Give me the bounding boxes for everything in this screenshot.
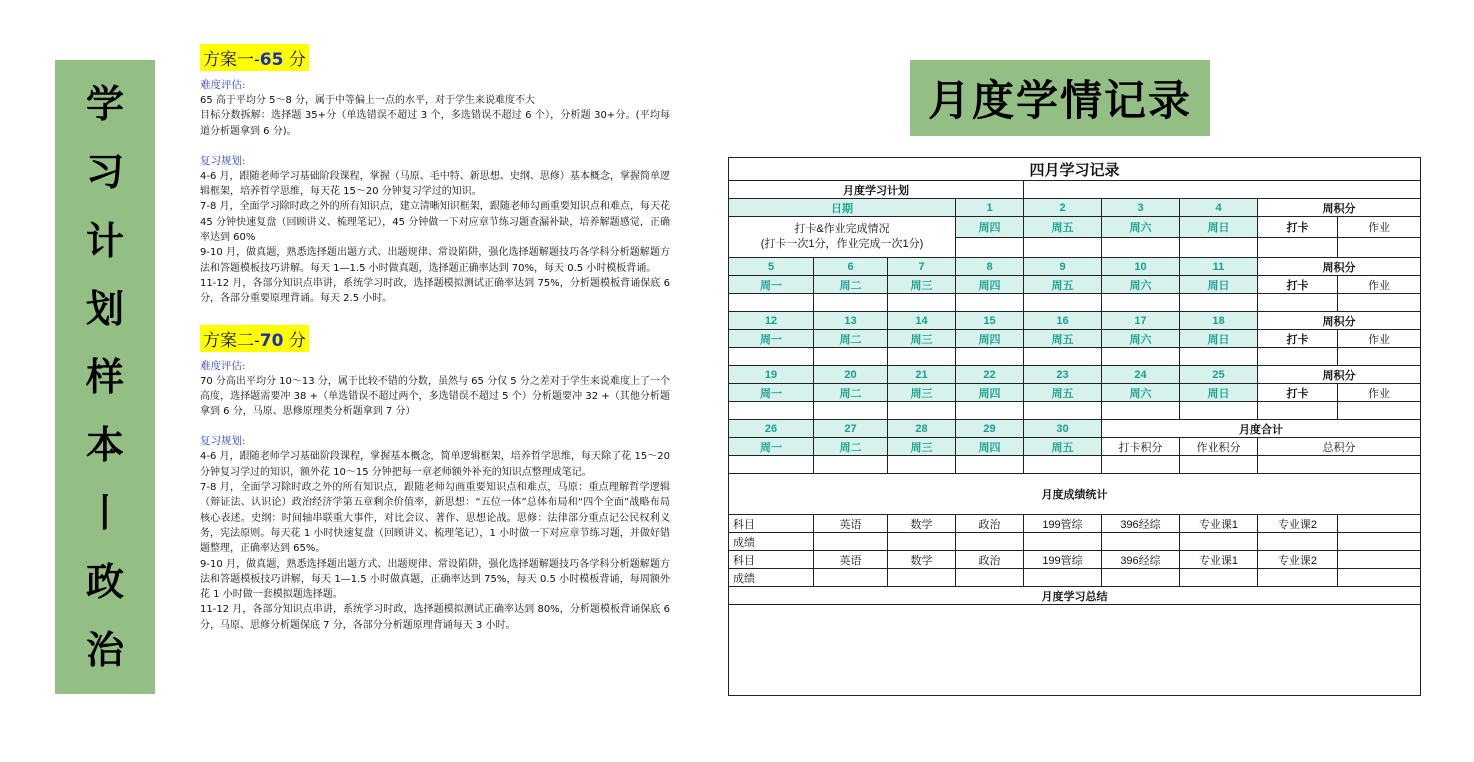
summary-title: 月度学习总结 [729,587,1421,605]
weekday-cell: 周四 [956,330,1024,348]
weekday-cell: 周一 [729,384,814,402]
checkin-header: 打卡 [1258,276,1338,294]
day-cell: 28 [888,420,956,438]
day-cell: 17 [1102,312,1180,330]
weekday-cell: 周二 [814,276,888,294]
weekday-cell: 周日 [1180,330,1258,348]
weekday-cell: 周三 [888,330,956,348]
score-cell [1180,533,1258,551]
plan2-title-unit: 分 [283,330,306,351]
weekday-cell: 周六 [1102,384,1180,402]
subject-cell: 政治 [956,551,1024,569]
weekday-cell: 周一 [729,330,814,348]
plan2-title-text: 方案二- [203,330,260,351]
table-title: 四月学习记录 [729,158,1421,181]
vertical-title-char: 学 [85,82,124,127]
blank-cell [1258,402,1338,420]
plan2-review-line: 9-10 月，做真题，熟悉选择题出题方式、出题规律、常设陷阱，强化选择题解题技巧各学科分析题解题方法和答题模板技巧讲解，每天 1—1.5 小时做真题，正确率达到 75%，每天 0.5 小时模板背诵，每周额外花 1 小时做一套模拟题选择题。 [200,558,670,601]
plan2-review-label: 复习规划: [200,435,246,448]
day-cell: 12 [729,312,814,330]
blank-cell [814,348,888,366]
weekday-cell: 周日 [1180,217,1258,238]
vertical-title-char: 本 [85,423,124,468]
vertical-title-char: 政 [85,559,124,604]
day-cell: 4 [1180,199,1258,217]
subject-cell: 396经综 [1102,551,1180,569]
day-cell: 23 [1024,366,1102,384]
blank-cell [1338,515,1421,533]
weekday-cell: 周五 [1024,276,1102,294]
homework-header: 作业 [1338,276,1421,294]
plan2-eval-label: 难度评估: [200,359,246,372]
score-cell [1102,533,1180,551]
score-cell [1024,533,1102,551]
day-cell: 9 [1024,258,1102,276]
score-cell [1024,569,1102,587]
checkin-score-label: 打卡积分 [1102,438,1180,456]
checkin-header: 打卡 [1258,330,1338,348]
day-cell: 14 [888,312,956,330]
weekday-cell: 周六 [1102,217,1180,238]
monthly-record-table [728,157,1421,696]
weekday-cell: 周四 [956,384,1024,402]
blank-cell [1338,348,1421,366]
blank-cell [1180,294,1258,312]
blank-cell [1102,348,1180,366]
day-cell: 20 [814,366,888,384]
plan-document [200,44,670,633]
subject-cell: 专业课1 [1180,515,1258,533]
homework-header: 作业 [1338,217,1421,238]
day-cell: 16 [1024,312,1102,330]
weekday-cell: 周五 [1024,217,1102,238]
score-cell [888,533,956,551]
day-cell: 21 [888,366,956,384]
blank-cell [956,294,1024,312]
checkin-label [729,217,956,258]
date-label: 日期 [729,199,956,217]
weekday-cell: 周三 [888,276,956,294]
blank-cell [1024,402,1102,420]
weekly-points-label: 周积分 [1258,366,1421,384]
day-cell: 18 [1180,312,1258,330]
blank-cell [1338,551,1421,569]
homework-score-label: 作业积分 [1180,438,1258,456]
vertical-title-char: 计 [85,218,124,263]
subject-label: 科目 [729,551,814,569]
plan1-title-score: 65 [259,50,284,70]
subject-cell: 数学 [888,515,956,533]
monthly-record-title: 月度学情记录 [910,60,1210,136]
weekday-cell: 周三 [888,384,956,402]
weekday-cell: 周五 [1024,438,1102,456]
subject-cell: 英语 [814,515,888,533]
weekly-points-label: 周积分 [1258,258,1421,276]
day-cell: 27 [814,420,888,438]
blank-cell [729,402,814,420]
blank-cell [888,402,956,420]
score-cell [814,533,888,551]
blank-cell [814,294,888,312]
plan1-review-line: 9-10 月，做真题，熟悉选择题出题方式、出题规律、常设陷阱，强化选择题解题技巧各学科分析题解题方法和答题模板技巧讲解。每天 1—1.5 小时做真题，选择题正确率达到 70%，每天 0.5 小时模板背诵。 [200,247,670,274]
blank-cell [729,294,814,312]
subject-cell: 专业课2 [1258,551,1338,569]
homework-header: 作业 [1338,384,1421,402]
subject-cell: 数学 [888,551,956,569]
score-cell [1180,569,1258,587]
plan1-title-unit: 分 [283,50,306,70]
plan2-eval-line: 70 分高出平均分 10～13 分，属于比较不错的分数，虽然与 65 分仅 5 分之差对于学生来说难度上了一个高度，选择题需要冲 38 +（单选错误不超过两个，多选错误不超过 5 个）分析题要冲 32 +（其他分析题拿到 6 分，马原、思修原理类分析题拿到 7 分） [200,375,670,418]
blank-cell [956,348,1024,366]
day-cell: 8 [956,258,1024,276]
score-cell [814,569,888,587]
weekday-cell: 周二 [814,438,888,456]
vertical-title-char: 划 [85,286,124,331]
subject-cell: 199管综 [1024,551,1102,569]
grade-title: 月度成绩统计 [729,474,1421,515]
plan1-eval-line: 目标分数拆解：选择题 35+分（单选错误不超过 3 个，多选错误不超过 6 个），分析题 30+分。(平均每道分析题拿到 6 分)。 [200,110,670,137]
weekday-cell: 周四 [956,438,1024,456]
day-cell: 10 [1102,258,1180,276]
vertical-title-char: 习 [85,150,124,195]
score-cell [888,569,956,587]
weekly-points-label: 周积分 [1258,199,1421,217]
vertical-title-char: 治 [85,627,124,672]
weekday-cell: 周三 [888,438,956,456]
blank-cell [729,348,814,366]
subject-cell: 199管综 [1024,515,1102,533]
blank-cell [1024,294,1102,312]
summary-area [729,605,1421,696]
day-cell: 7 [888,258,956,276]
blank-cell [1338,402,1421,420]
subject-label: 科目 [729,515,814,533]
weekday-cell: 周五 [1024,384,1102,402]
day-cell: 25 [1180,366,1258,384]
plan1-title-text: 方案一- [203,50,260,70]
weekly-points-label: 周积分 [1258,312,1421,330]
plan2-title-score: 70 [259,330,284,351]
weekday-cell: 周二 [814,384,888,402]
score-cell [956,533,1024,551]
day-cell: 24 [1102,366,1180,384]
score-cell [1258,569,1338,587]
plan1-review-line: 11-12 月，各部分知识点串讲，系统学习时政，选择题模拟测试正确率达到 75%，分析题模板背诵保底 6 分，各部分重要原理背诵。每天 2.5 小时。 [200,277,670,305]
subject-cell: 396经综 [1102,515,1180,533]
weekday-cell: 周二 [814,330,888,348]
plan2-review-line: 7-8 月，全面学习除时政之外的所有知识点，跟随老师勾画重要知识点和难点，马原：重点理解哲学逻辑（辩证法、认识论）政治经济学第五章剩余价值率，新思想：“五位一体”总体布局和“四个全面”战略布局核心表述。史纲：时间轴串联重大事件，对比会议、著作、思想论战。思修：法律部分重点记公民权利义务，宪法原则。每天花 1 小时快速复盘（回顾讲义、梳理笔记），1 小时做一下对应章节练习题，并做好错题整理，正确率达到 65%。 [200,482,670,555]
score-cell [1102,569,1180,587]
subject-cell: 专业课2 [1258,515,1338,533]
plan-label: 月度学习计划 [729,181,1024,199]
checkin-title: 打卡&作业完成情况 [794,223,890,235]
day-cell: 11 [1180,258,1258,276]
blank-cell [1258,348,1338,366]
weekday-cell: 周五 [1024,330,1102,348]
plan2-review-line: 11-12 月，各部分知识点串讲，系统学习时政，选择题模拟测试正确率达到 80%，分析题模板背诵保底 6 分，马原、思修分析题保底 7 分，各部分分析题原理背诵每天 3 小时。 [200,604,670,631]
vertical-title-char: 丨 [85,491,124,536]
plan1-title [200,44,309,71]
weekday-cell: 周一 [729,438,814,456]
vertical-title [55,60,155,694]
day-cell: 5 [729,258,814,276]
blank-cell [1102,402,1180,420]
day-cell: 26 [729,420,814,438]
day-cell: 22 [956,366,1024,384]
homework-header: 作业 [1338,330,1421,348]
weekday-cell: 周四 [956,276,1024,294]
weekday-cell: 周四 [956,217,1024,238]
month-total-label: 月度合计 [1102,420,1421,438]
blank-cell [888,294,956,312]
checkin-note: (打卡一次1分，作业完成一次1分) [760,238,924,250]
subject-cell: 英语 [814,551,888,569]
plan1-review-line: 4-6 月，跟随老师学习基础阶段课程，掌握（马原、毛中特、新思想、史纲、思修）基本概念，掌握简单逻辑框架，培养哲学思维，每天花 15～20 分钟复习学过的知识。 [200,170,670,198]
plan2-title [200,325,309,352]
score-label: 成绩 [729,533,814,551]
score-cell [1258,533,1338,551]
plan1-review-line: 7-8 月，全面学习除时政之外的所有知识点，建立清晰知识框架，跟随老师勾画重要知识点和难点，每天花 45 分钟快速复盘（回顾讲义、梳理笔记），45 分钟做一下对应章节练习题查漏补缺，培养解题感觉，正确率达到 60% [200,201,670,244]
blank-cell [1180,402,1258,420]
plan1-eval-label: 难度评估: [200,79,246,91]
day-cell: 1 [956,199,1024,217]
day-cell: 19 [729,366,814,384]
subject-cell: 专业课1 [1180,551,1258,569]
weekday-cell: 周日 [1180,384,1258,402]
day-cell: 15 [956,312,1024,330]
weekday-cell: 周六 [1102,276,1180,294]
score-label: 成绩 [729,569,814,587]
checkin-header: 打卡 [1258,384,1338,402]
score-cell [1338,569,1421,587]
weekday-cell: 周日 [1180,276,1258,294]
blank-cell [1258,294,1338,312]
total-score-label: 总积分 [1258,438,1421,456]
plan1-review-label: 复习规划: [200,154,246,167]
weekday-cell: 周六 [1102,330,1180,348]
blank-cell [1180,348,1258,366]
plan1-eval-line: 65 高于平均分 5～8 分，属于中等偏上一点的水平，对于学生来说难度不大 [200,95,535,106]
day-cell: 6 [814,258,888,276]
plan2-review-line: 4-6 月，跟随老师学习基础阶段课程，掌握基本概念，简单逻辑框架，培养哲学思维，每天除了花 15～20 分钟复习学过的知识，额外花 10～15 分钟把每一章老师额外补充的知识点整理成笔记。 [200,451,670,478]
blank-cell [956,402,1024,420]
weekday-cell: 周一 [729,276,814,294]
day-cell: 29 [956,420,1024,438]
blank-cell [1338,294,1421,312]
day-cell: 2 [1024,199,1102,217]
score-cell [1338,533,1421,551]
day-cell: 13 [814,312,888,330]
day-cell: 3 [1102,199,1180,217]
day-cell: 30 [1024,420,1102,438]
score-cell [956,569,1024,587]
blank-cell [1102,294,1180,312]
blank-cell [1024,181,1421,199]
checkin-header: 打卡 [1258,217,1338,238]
vertical-title-char: 样 [85,354,124,399]
subject-cell: 政治 [956,515,1024,533]
blank-cell [1024,348,1102,366]
blank-cell [888,348,956,366]
blank-cell [814,402,888,420]
